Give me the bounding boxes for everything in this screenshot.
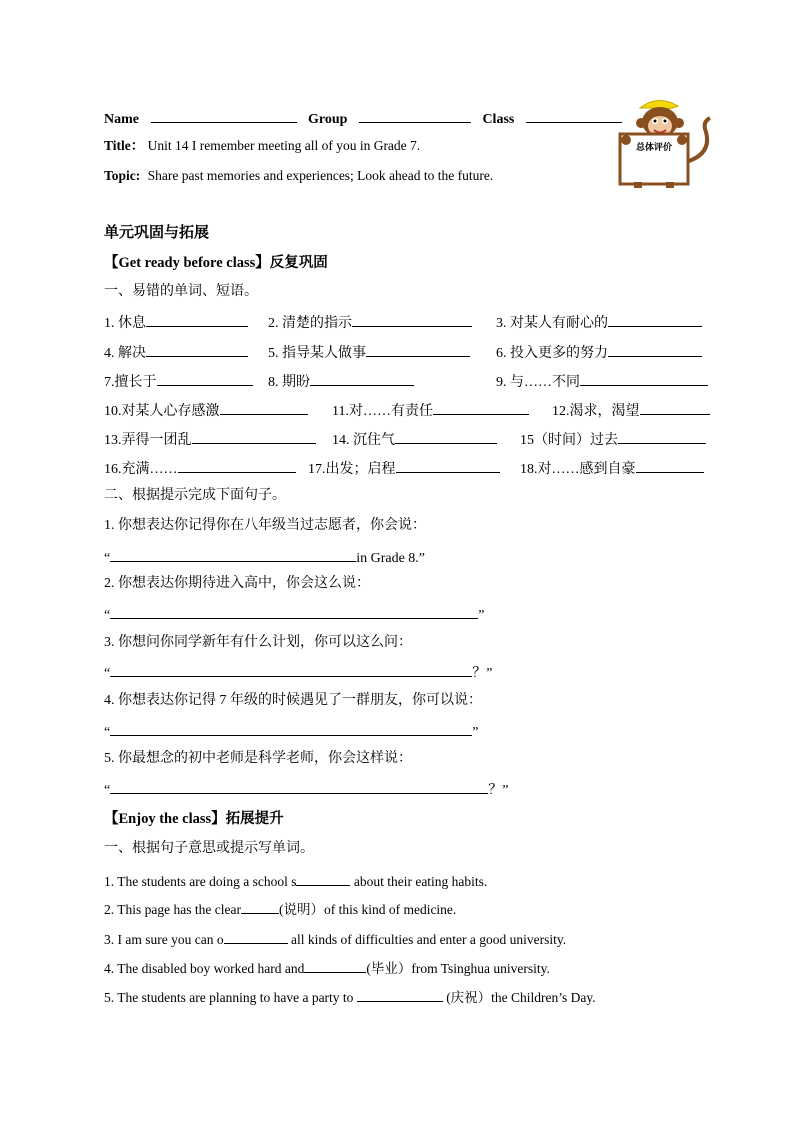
vocab-blank[interactable] xyxy=(396,458,500,473)
class-label: Class xyxy=(482,112,515,127)
group-label: Group xyxy=(308,112,348,127)
vocab-item: 10.对某人心存感激 xyxy=(104,400,308,421)
vocab-item: 12.渴求，渴望 xyxy=(552,400,710,421)
exercise-1: 1. The students are doing a school s about their eating habits. xyxy=(104,871,487,891)
vocab-item: 3. 对某人有耐心的 xyxy=(496,312,702,333)
vocab-item: 11.对……有责任 xyxy=(332,400,529,421)
vocab-blank[interactable] xyxy=(395,429,497,444)
vocab-item: 4. 解决 xyxy=(104,342,248,363)
part1-heading xyxy=(104,254,328,272)
vocab-blank[interactable] xyxy=(146,312,248,327)
title-text: Unit 14 I remember meeting all of you in Grade 7. xyxy=(147,138,421,153)
vocab-blank[interactable] xyxy=(352,312,472,327)
answer-5: “ ？” xyxy=(104,779,508,800)
vocab-blank[interactable] xyxy=(608,312,702,327)
topic-label: Topic: xyxy=(104,168,141,183)
topic-text: Share past memories and experiences; Look ahead to the future. xyxy=(147,168,494,183)
part1-heading-en: 【Get ready before class】 xyxy=(104,255,270,271)
vocab-item: 13.弄得一团乱 xyxy=(104,429,316,450)
vocab-item: 16.充满…… xyxy=(104,458,296,479)
vocab-blank[interactable] xyxy=(580,371,708,386)
vocab-blank[interactable] xyxy=(640,400,710,415)
vocab-blank[interactable] xyxy=(608,342,702,357)
answer-blank[interactable] xyxy=(110,779,488,794)
vocab-item: 1. 休息 xyxy=(104,312,248,333)
vocab-item: 17.出发；启程 xyxy=(308,458,500,479)
monkey-evaluation-icon xyxy=(614,96,718,190)
vocab-item: 5. 指导某人做事 xyxy=(268,342,470,363)
title-row xyxy=(104,137,420,155)
prompt-2: 2. 你想表达你期待进入高中，你会这么说： xyxy=(104,576,370,591)
vocab-item: 15（时间）过去 xyxy=(520,429,706,450)
vocab-item: 9. 与……不同 xyxy=(496,371,708,392)
answer-blank[interactable] xyxy=(110,604,478,619)
answer-3: “ ？” xyxy=(104,662,492,683)
exercise-5: 5. The students are planning to have a party to (庆祝）the Children’s Day. xyxy=(104,987,596,1007)
vocab-blank[interactable] xyxy=(178,458,296,473)
vocab-blank[interactable] xyxy=(310,371,414,386)
prompt-5: 5. 你最想念的初中老师是科学老师，你会这样说： xyxy=(104,751,412,766)
vocab-blank[interactable] xyxy=(146,342,248,357)
answer-blank[interactable] xyxy=(110,547,356,562)
prompt-1: 1. 你想表达你记得你在八年级当过志愿者，你会说： xyxy=(104,518,426,533)
part1-sub1: 一、易错的单词、短语。 xyxy=(104,284,258,299)
answer-4: “ ” xyxy=(104,721,478,742)
name-blank[interactable] xyxy=(151,108,297,123)
exercise-2: 2. This page has the clear (说明）of this kind of medicine. xyxy=(104,899,456,919)
part2-sub1: 一、根据句子意思或提示写单词。 xyxy=(104,841,314,856)
answer-blank[interactable] xyxy=(110,721,472,736)
prompt-3: 3. 你想问你同学新年有什么计划，你可以这么问： xyxy=(104,635,412,650)
part2-heading xyxy=(104,810,284,828)
vocab-item: 18.对……感到自豪 xyxy=(520,458,704,479)
badge-text: 总体评价 xyxy=(635,143,673,153)
section-title: 单元巩固与拓展 xyxy=(104,225,210,241)
vocab-blank[interactable] xyxy=(618,429,706,444)
exercise-blank[interactable] xyxy=(224,929,288,944)
name-label: Name xyxy=(104,112,139,127)
exercise-blank[interactable] xyxy=(357,987,443,1002)
vocab-blank[interactable] xyxy=(220,400,308,415)
topic-row xyxy=(104,167,493,185)
exercise-blank[interactable] xyxy=(304,958,366,973)
prompt-4: 4. 你想表达你记得 7 年级的时候遇见了一群朋友，你可以说： xyxy=(104,693,482,708)
vocab-item: 8. 期盼 xyxy=(268,371,414,392)
part1-heading-cn: 反复巩固 xyxy=(269,255,328,271)
vocab-blank[interactable] xyxy=(433,400,529,415)
exercise-3: 3. I am sure you can o all kinds of difficulties and enter a good university. xyxy=(104,929,566,949)
group-blank[interactable] xyxy=(359,108,471,123)
answer-blank[interactable] xyxy=(110,662,472,677)
exercise-blank[interactable] xyxy=(241,899,279,914)
exercise-4: 4. The disabled boy worked hard and (毕业）from Tsinghua university. xyxy=(104,958,550,978)
part2-heading-cn: 拓展提升 xyxy=(225,811,284,827)
title-label: Title： xyxy=(104,138,145,153)
vocab-blank[interactable] xyxy=(192,429,316,444)
answer-2: “ ” xyxy=(104,604,484,625)
class-blank[interactable] xyxy=(526,108,622,123)
vocab-item: 6. 投入更多的努力 xyxy=(496,342,702,363)
header-row xyxy=(104,108,622,129)
part2-heading-en: 【Enjoy the class】 xyxy=(104,811,226,827)
part1-sub2: 二、根据提示完成下面句子。 xyxy=(104,488,286,503)
vocab-item: 14. 沉住气 xyxy=(332,429,497,450)
vocab-blank[interactable] xyxy=(366,342,470,357)
exercise-blank[interactable] xyxy=(296,871,350,886)
vocab-item: 2. 清楚的指示 xyxy=(268,312,472,333)
vocab-blank[interactable] xyxy=(157,371,253,386)
answer-1: “ in Grade 8.” xyxy=(104,547,425,568)
vocab-blank[interactable] xyxy=(636,458,704,473)
vocab-item: 7.擅长于 xyxy=(104,371,253,392)
